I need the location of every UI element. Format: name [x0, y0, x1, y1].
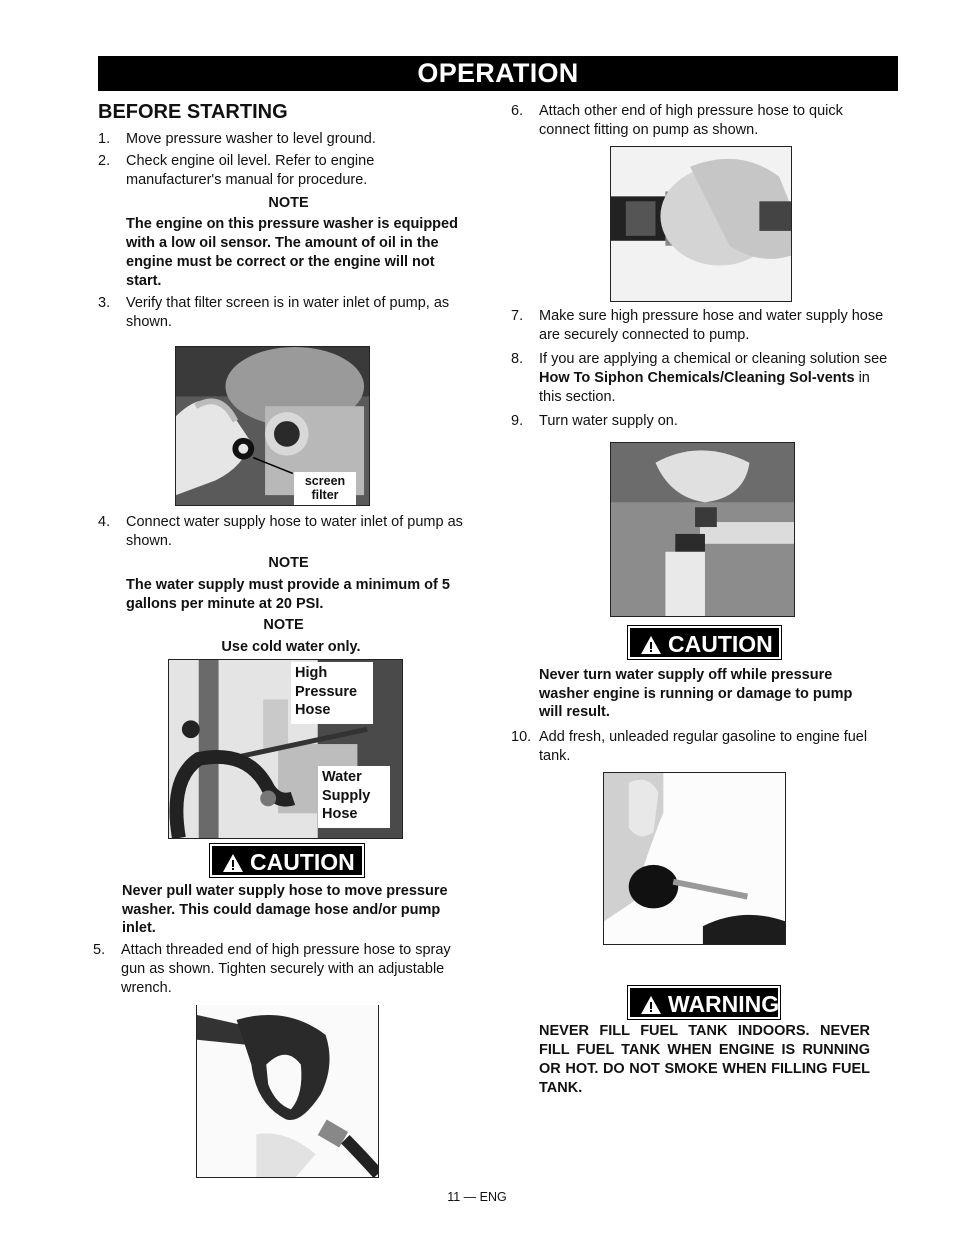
- spray-gun-photo: [196, 1005, 379, 1178]
- warning-triangle-icon: [640, 635, 662, 655]
- warning-triangle-icon: [222, 853, 244, 873]
- note-body: The water supply must provide a minimum of 5 gallons per minute at 20 PSI.: [126, 577, 450, 612]
- step-text: Connect water supply hose to water inlet of pump as shown.: [126, 514, 463, 549]
- step-6: [511, 102, 891, 140]
- warning-label: WARNING: [668, 991, 780, 1017]
- quick-connect-photo: [610, 146, 792, 302]
- step-2: [98, 152, 428, 190]
- caution-message: Never turn water supply off while pressure washer engine is running or damage to pump will result.: [539, 667, 853, 720]
- caution-label: CAUTION: [668, 631, 773, 657]
- step-text: Turn water supply on.: [539, 413, 678, 429]
- high-pressure-hose-label: High Pressure Hose: [291, 662, 373, 724]
- water-faucet-photo: [610, 442, 795, 617]
- step-number: 9.: [511, 413, 524, 429]
- step-1: [98, 130, 478, 149]
- note-heading: NOTE: [268, 555, 309, 571]
- step-text: Attach other end of high pressure hose to quick connect fitting on pump as shown.: [539, 103, 843, 138]
- step-text: Add fresh, unleaded regular gasoline to engine fuel tank.: [539, 729, 868, 764]
- section-title: BEFORE STARTING: [98, 101, 288, 123]
- caution-message: Never pull water supply hose to move pressure washer. This could damage hose and/or pump inlet.: [122, 883, 448, 936]
- warning-banner: [628, 986, 780, 1019]
- page-title-banner: OPERATION: [98, 56, 898, 91]
- screen-filter-photo: [175, 346, 370, 506]
- note-heading: NOTE: [263, 617, 304, 633]
- step-10: [511, 728, 901, 766]
- step-9: [511, 412, 891, 431]
- warning-triangle-icon: [640, 995, 662, 1015]
- page-number: 11 — ENG: [447, 1190, 507, 1204]
- caution-banner: [628, 626, 781, 659]
- step-number: 7.: [511, 308, 524, 324]
- water-supply-hose-label: Water Supply Hose: [318, 766, 390, 828]
- siphon-section-reference: How To Siphon Chemicals/Cleaning Sol-vents: [539, 370, 855, 386]
- step-number: 8.: [511, 351, 524, 367]
- step-number: 4.: [98, 514, 111, 530]
- step-text: Attach threaded end of high pressure hose to spray gun as shown. Tighten securely with an adjustable wrench.: [121, 942, 451, 996]
- step-number: 3.: [98, 295, 111, 311]
- step-7: [511, 307, 891, 345]
- step-number: 1.: [98, 131, 111, 147]
- caution-banner: [210, 844, 364, 877]
- step-number: 5.: [93, 942, 106, 958]
- step-text: Move pressure washer to level ground.: [126, 131, 376, 147]
- step-8: [511, 350, 896, 407]
- step-5: [93, 941, 458, 998]
- step-number: 10.: [511, 729, 532, 745]
- screen-filter-label: screen filter: [294, 472, 356, 506]
- note-heading: NOTE: [268, 195, 309, 211]
- caution-label: CAUTION: [250, 849, 355, 875]
- fuel-can-photo: [603, 772, 786, 945]
- note-body: The engine on this pressure washer is equipped with a low oil sensor. The amount of oil in the engine must be correct or the engine will not start.: [126, 216, 458, 289]
- step-text: Make sure high pressure hose and water supply hose are securely connected to pump.: [539, 308, 884, 343]
- step-3: [98, 294, 483, 332]
- step-text: Verify that filter screen is in water inlet of pump, as shown.: [126, 295, 450, 330]
- pump-hoses-photo: [168, 659, 403, 839]
- step-text: If you are applying a chemical or cleaning solution see How To Siphon Chemicals/Cleaning Sol-vents in this section.: [539, 351, 888, 405]
- step-4: [98, 513, 483, 551]
- warning-message: NEVER FILL FUEL TANK INDOORS. NEVER FILL FUEL TANK WHEN ENGINE IS RUNNING OR HOT. DO NOT SMOKE WHEN FILLING FUEL TANK.: [539, 1023, 870, 1096]
- step-number: 6.: [511, 103, 524, 119]
- step-number: 2.: [98, 153, 111, 169]
- note-body: Use cold water only.: [221, 639, 361, 655]
- step-text: Check engine oil level. Refer to engine manufacturer's manual for procedure.: [126, 153, 375, 188]
